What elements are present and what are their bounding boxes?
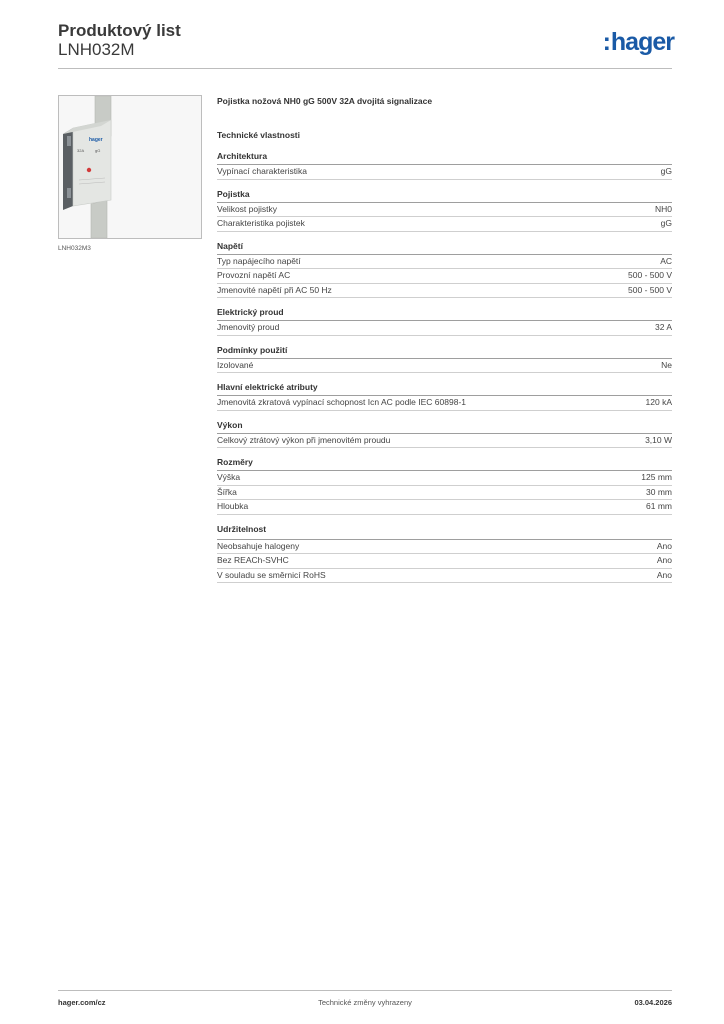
image-caption: LNH032M3	[58, 245, 91, 252]
svg-text:32A: 32A	[77, 148, 85, 153]
spec-value: 500 - 500 V	[628, 270, 672, 280]
footer-note: Technické změny vyhrazeny	[318, 998, 412, 1007]
section-title: Pojistka	[217, 188, 672, 203]
section-title: Napětí	[217, 240, 672, 255]
spec-row	[217, 217, 672, 232]
section-podminky-pouziti	[217, 344, 672, 374]
section-title: Udržitelnost	[217, 523, 672, 540]
spec-value: AC	[660, 255, 672, 266]
spec-value: 125 mm	[641, 472, 672, 482]
spec-label: Jmenovitý proud	[217, 322, 280, 332]
spec-row	[217, 359, 672, 374]
svg-text:gG: gG	[95, 148, 101, 153]
section-napeti	[217, 240, 672, 299]
section-vykon	[217, 419, 672, 449]
section-title: Výkon	[217, 419, 672, 434]
spec-value: 32 A	[654, 322, 672, 332]
spec-label: V souladu se směrnicí RoHS	[217, 569, 326, 580]
spec-label: Velikost pojistky	[217, 203, 277, 214]
spec-value: 3,10 W	[645, 434, 672, 445]
spec-content	[217, 96, 672, 591]
logo-text: hager	[610, 28, 674, 56]
spec-value: NH0	[654, 203, 672, 214]
spec-row	[217, 255, 672, 270]
spec-row	[217, 540, 672, 555]
spec-value: Ne	[661, 359, 672, 370]
spec-label: Provozní napětí AC	[217, 270, 291, 280]
hager-logo: :hager	[602, 28, 674, 56]
spec-value: Ano	[656, 569, 672, 580]
section-pojistka	[217, 188, 672, 232]
product-name: Pojistka nožová NH0 gG 500V 32A dvojitá signalizace	[217, 96, 433, 106]
fuse-illustration	[59, 96, 201, 238]
spec-value: 500 - 500 V	[628, 284, 672, 295]
spec-label: Celkový ztrátový výkon při jmenovitém proudu	[217, 434, 391, 445]
spec-row	[217, 434, 672, 449]
svg-text:hager: hager	[89, 137, 103, 143]
section-architektura	[217, 150, 672, 180]
spec-row	[217, 486, 672, 501]
spec-label: Jmenovitá zkratová vypínací schopnost Icn AC podle IEC 60898-1	[217, 397, 466, 407]
document-title: Produktový list	[58, 21, 181, 40]
spec-value: gG	[660, 166, 672, 176]
spec-label: Charakteristika pojistek	[217, 218, 305, 228]
spec-row	[217, 284, 672, 299]
spec-row	[217, 500, 672, 515]
technical-properties-heading: Technické vlastnosti	[217, 130, 300, 140]
spec-value: 120 kA	[645, 397, 672, 407]
spec-row	[217, 471, 672, 486]
spec-value: Ano	[656, 540, 672, 551]
spec-row	[217, 396, 672, 411]
section-title: Architektura	[217, 150, 672, 165]
section-rozmery	[217, 456, 672, 515]
spec-label: Jmenovité napětí při AC 50 Hz	[217, 284, 332, 295]
spec-label: Šířka	[217, 486, 237, 497]
spec-label: Neobsahuje halogeny	[217, 540, 300, 551]
spec-label: Výška	[217, 472, 241, 482]
header-divider	[58, 68, 672, 69]
spec-value: 30 mm	[646, 486, 672, 497]
spec-label: Izolované	[217, 359, 254, 370]
spec-row	[217, 165, 672, 180]
section-title: Podmínky použití	[217, 344, 672, 359]
spec-value: gG	[660, 218, 672, 228]
spec-row	[217, 269, 672, 284]
footer-website-link[interactable]: hager.com/cz	[58, 998, 106, 1007]
footer-date: 03.04.2026	[634, 998, 672, 1007]
section-title: Elektrický proud	[217, 306, 672, 321]
spec-value: Ano	[656, 555, 672, 565]
section-elektricky-proud	[217, 306, 672, 336]
spec-label: Vypínací charakteristika	[217, 166, 307, 176]
section-title: Rozměry	[217, 456, 672, 471]
spec-row	[217, 203, 672, 218]
spec-row	[217, 321, 672, 336]
spec-label: Bez REACh-SVHC	[217, 555, 289, 565]
spec-row	[217, 554, 672, 569]
product-code: LNH032M	[58, 40, 135, 59]
spec-row	[217, 569, 672, 584]
document-header	[58, 22, 181, 60]
spec-label: Typ napájecího napětí	[217, 255, 301, 266]
footer-divider	[58, 990, 672, 991]
section-title: Hlavní elektrické atributy	[217, 381, 672, 396]
section-udrzitelnost	[217, 523, 672, 584]
product-image	[58, 95, 202, 239]
spec-label: Hloubka	[217, 501, 249, 511]
spec-value: 61 mm	[646, 501, 672, 511]
section-hlavni-elektricke-atributy	[217, 381, 672, 411]
